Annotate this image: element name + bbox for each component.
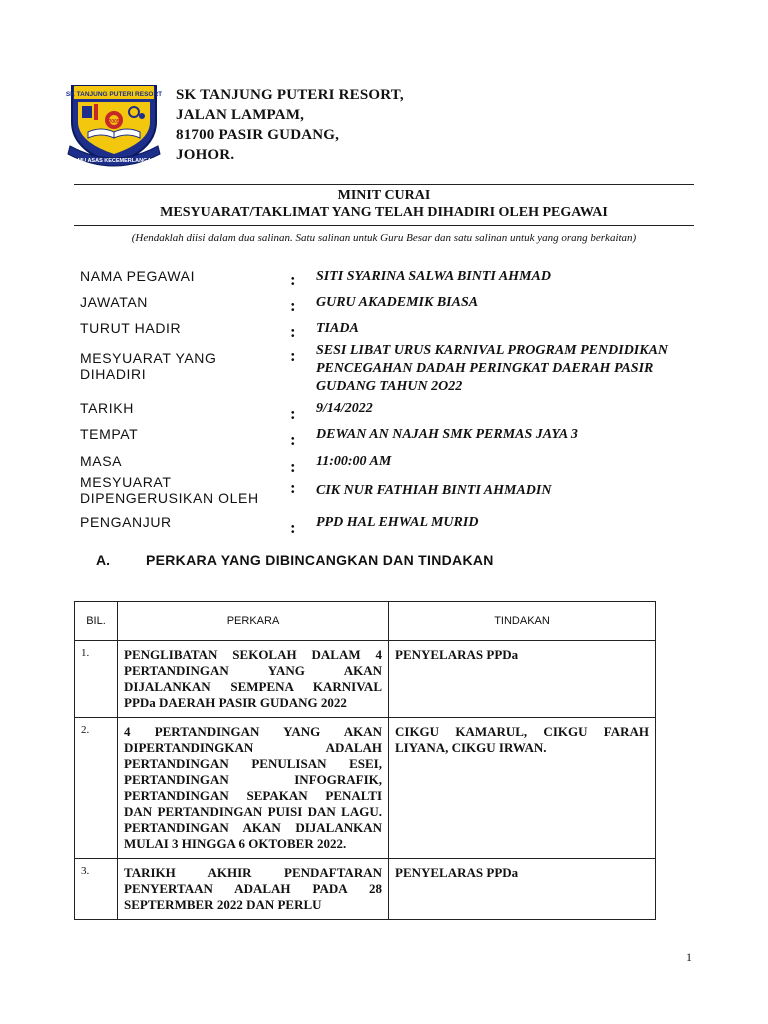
school-address — [176, 85, 404, 165]
field-value: TIADA — [316, 321, 359, 336]
row-perkara: 4 PERTANDINGAN YANG AKAN DIPERTANDINGKAN ADALAH PERTANDINGAN PENULISAN ESEI, PERTANDINGAN INFOGRAFIK, PERTANDINGAN SEPAKAN PENALTI DAN PERTANDINGAN PUISI DAN LAGU. PERTANDINGAN AKAN DIJALANKAN MULAI 3 HINGGA 6 OKTOBER 2022. — [118, 718, 389, 859]
field-value: 11:00:00 AM — [316, 454, 392, 469]
school-crest-icon — [64, 78, 164, 170]
field-colon: : — [290, 430, 296, 449]
field-value: DEWAN AN NAJAH SMK PERMAS JAYA 3 — [316, 427, 578, 442]
field-value: GURU AKADEMIK BIASA — [316, 295, 479, 310]
row-tindakan: PENYELARAS PPDa — [389, 641, 656, 718]
field-nama-pegawai — [80, 268, 690, 292]
header-divider — [74, 184, 694, 185]
section-title: PERKARA YANG DIBINCANGKAN DAN TINDAKAN — [146, 552, 494, 568]
row-tindakan: CIKGU KAMARUL, CIKGU FARAH LIYANA, CIKGU IRWAN. — [389, 718, 656, 859]
address-line-1: SK TANJUNG PUTERI RESORT, — [176, 87, 404, 103]
field-penganjur — [80, 514, 690, 538]
field-label: MESYUARAT DIPENGERUSIKAN OLEH — [80, 474, 259, 506]
field-label: NAMA PEGAWAI — [80, 268, 196, 284]
row-bil: 2. — [75, 718, 118, 859]
field-value: SESI LIBAT URUS KARNIVAL PROGRAM PENDIDIKAN PENCEGAHAN DADAH PERINGKAT DAERAH PASIR GUDANG TAHUN 2O22 — [316, 343, 669, 394]
document-title — [74, 187, 694, 221]
field-colon: : — [290, 404, 296, 423]
field-label: MASA — [80, 453, 123, 469]
field-label: JAWATAN — [80, 294, 148, 310]
field-colon: : — [290, 322, 296, 341]
field-dipengerusikan-oleh — [80, 474, 690, 510]
header-perkara: PERKARA — [118, 602, 389, 641]
field-colon: : — [290, 270, 296, 289]
table-row — [75, 718, 656, 859]
address-line-3: 81700 PASIR GUDANG, — [176, 127, 340, 143]
field-tempat — [80, 426, 690, 450]
title-divider — [74, 225, 694, 226]
section-letter: A. — [96, 552, 110, 568]
header-bil: BIL. — [75, 602, 118, 641]
row-bil: 3. — [75, 859, 118, 920]
field-label: MESYUARAT YANG DIHADIRI — [80, 350, 217, 382]
table-header-row — [75, 602, 656, 641]
address-line-2: JALAN LAMPAM, — [176, 107, 305, 123]
field-colon: : — [290, 346, 296, 365]
field-label: TARIKH — [80, 400, 134, 416]
field-mesyuarat-dihadiri — [80, 342, 690, 396]
page-number: 1 — [686, 950, 692, 964]
field-label: PENGANJUR — [80, 514, 172, 530]
table-row — [75, 859, 656, 920]
svg-text:ILMU ASAS KECEMERLANGAN: ILMU ASAS KECEMERLANGAN — [72, 158, 156, 164]
field-label: TURUT HADIR — [80, 320, 182, 336]
row-tindakan: PENYELARAS PPDa — [389, 859, 656, 920]
field-tarikh — [80, 400, 690, 424]
minutes-table — [74, 601, 656, 920]
row-perkara: PENGLIBATAN SEKOLAH DALAM 4 PERTANDINGAN YANG AKAN DIJALANKAN SEMPENA KARNIVAL PPDa DAERAH PASIR GUDANG 2022 — [118, 641, 389, 718]
field-colon: : — [290, 478, 296, 497]
instruction-note: (Hendaklah diisi dalam dua salinan. Satu salinan untuk Guru Besar dan satu salinan untuk yang orang berkaitan) — [131, 232, 637, 244]
field-colon: : — [290, 457, 296, 476]
field-value: 9/14/2022 — [316, 401, 373, 416]
row-perkara: TARIKH AKHIR PENDAFTARAN PENYERTAAN ADALAH PADA 28 SEPTERMBER 2022 DAN PERLU — [118, 859, 389, 920]
header-tindakan: TINDAKAN — [389, 602, 656, 641]
field-colon: : — [290, 296, 296, 315]
field-jawatan — [80, 294, 690, 318]
field-turut-hadir — [80, 320, 690, 344]
field-value: SITI SYARINA SALWA BINTI AHMAD — [316, 269, 551, 284]
document-title-line-2: MESYUARAT/TAKLIMAT YANG TELAH DIHADIRI OLEH PEGAWAI — [160, 205, 608, 220]
field-colon: : — [290, 518, 296, 537]
field-value: CIK NUR FATHIAH BINTI AHMADIN — [316, 483, 552, 498]
svg-text:SK TANJUNG PUTERI RESORT: SK TANJUNG PUTERI RESORT — [65, 91, 163, 98]
field-label: TEMPAT — [80, 426, 139, 442]
table-row — [75, 641, 656, 718]
address-line-4: JOHOR. — [176, 147, 235, 163]
row-bil: 1. — [75, 641, 118, 718]
field-value: PPD HAL EHWAL MURID — [316, 515, 479, 530]
svg-text:2005: 2005 — [108, 119, 120, 125]
document-title-line-1: MINIT CURAI — [337, 188, 431, 203]
